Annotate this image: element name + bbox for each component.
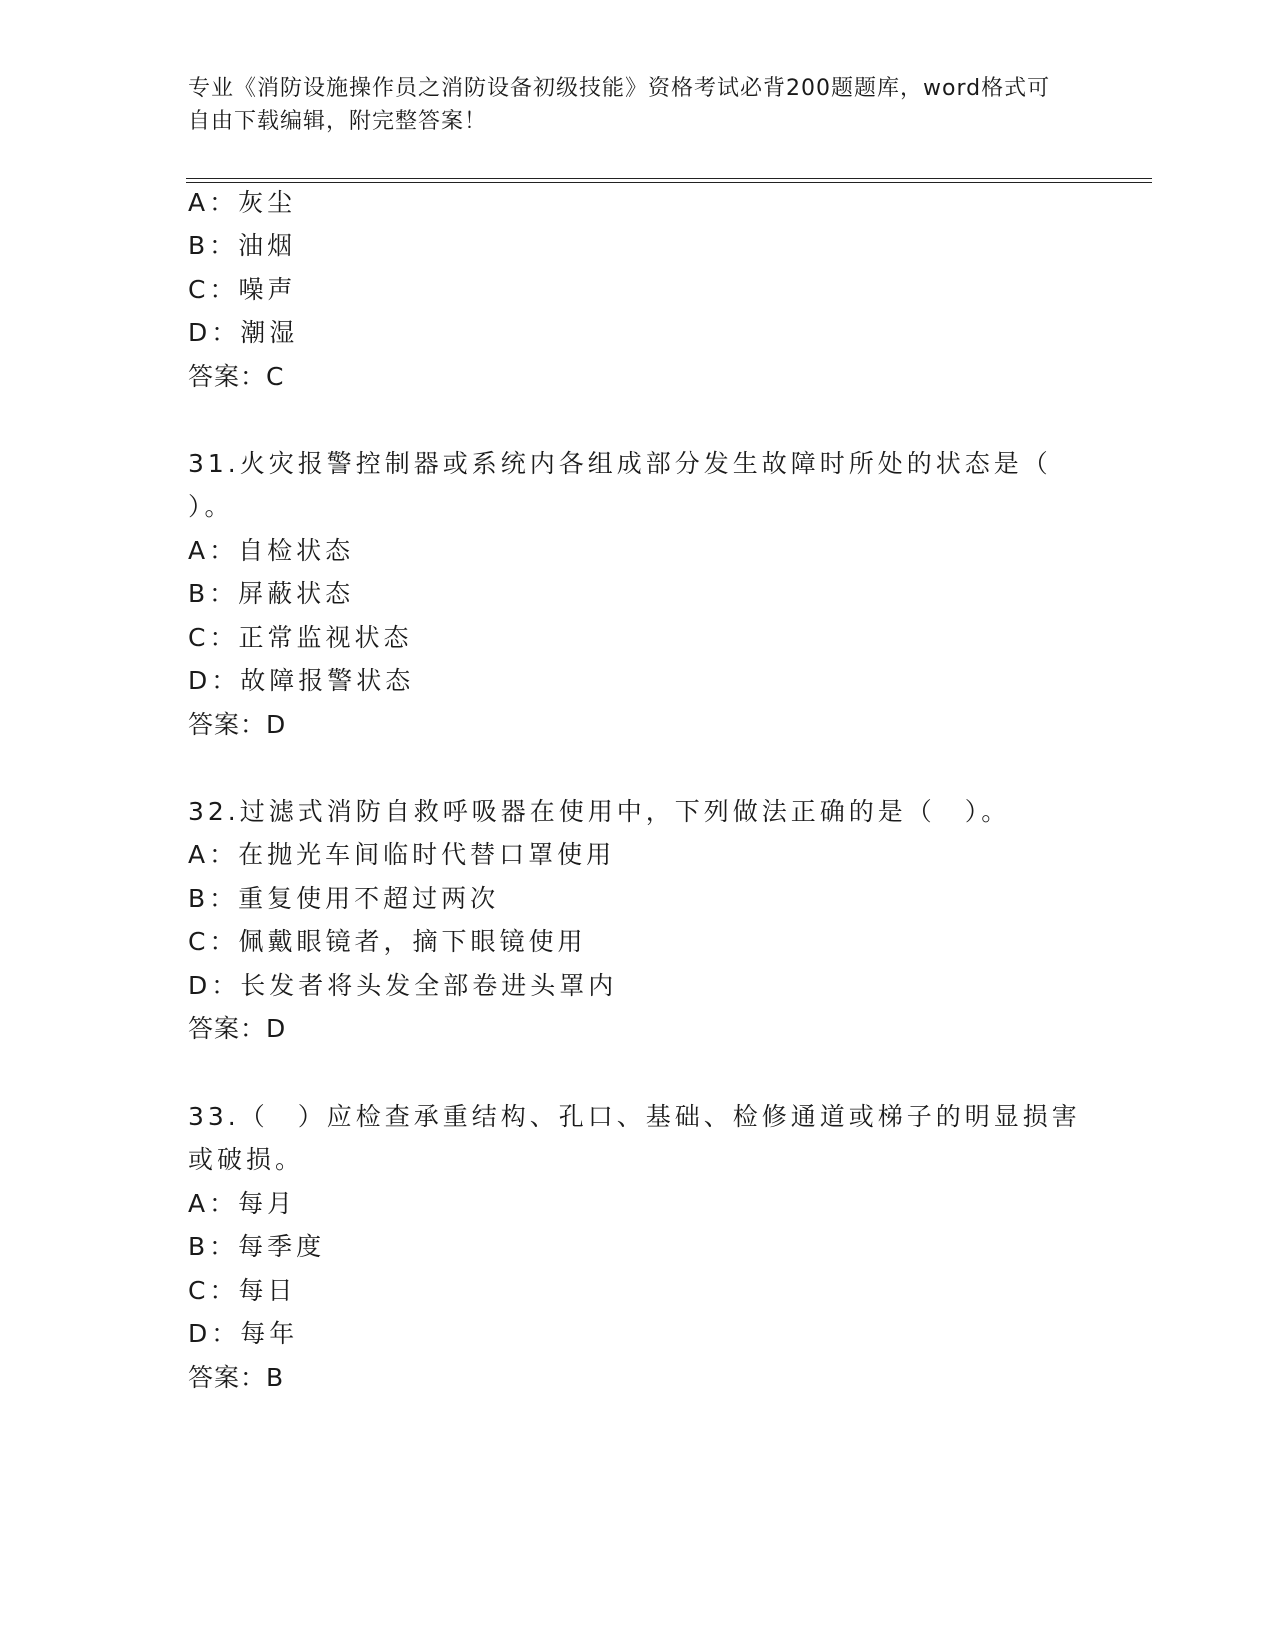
q32-stem: 32.过滤式消防自救呼吸器在使用中，下列做法正确的是（ ）。 [188,797,1011,826]
q33-answer: 答案：B [188,1363,285,1392]
q33-option-c: C：每日 [188,1276,297,1305]
q33-option-d: D：每年 [188,1319,299,1348]
q31-option-c: C：正常监视状态 [188,623,413,652]
document-header: 专业《消防设施操作员之消防设备初级技能》资格考试必背200题题库，word格式可自由下载编辑，附完整答案！ [188,76,1051,134]
q30-answer: 答案：C [188,362,285,391]
q31-answer: 答案：D [188,710,287,739]
header-divider [186,178,1152,183]
q31-option-b: B：屏蔽状态 [188,579,355,608]
q31-stem-cont: ）。 [188,492,234,521]
q32-answer: 答案：D [188,1014,287,1043]
q31-option-d: D：故障报警状态 [188,666,415,695]
q32-option-b: B：重复使用不超过两次 [188,884,500,913]
q33-option-b: B：每季度 [188,1232,326,1261]
q33-stem-cont: 或破损。 [188,1145,305,1174]
q31-stem: 31.火灾报警控制器或系统内各组成部分发生故障时所处的状态是（ [188,449,1052,478]
q30-option-c: C：噪声 [188,275,297,304]
q30-option-d: D：潮湿 [188,318,299,347]
q33-option-a: A：每月 [188,1189,297,1218]
q30-option-a: A：灰尘 [188,188,297,217]
q32-option-d: D：长发者将头发全部卷进头罩内 [188,971,618,1000]
q30-option-b: B：油烟 [188,231,297,260]
q31-option-a: A：自检状态 [188,536,355,565]
q32-option-a: A：在抛光车间临时代替口罩使用 [188,840,616,869]
q32-option-c: C：佩戴眼镜者，摘下眼镜使用 [188,927,587,956]
q33-stem: 33.（ ）应检查承重结构、孔口、基础、检修通道或梯子的明显损害 [188,1102,1081,1131]
